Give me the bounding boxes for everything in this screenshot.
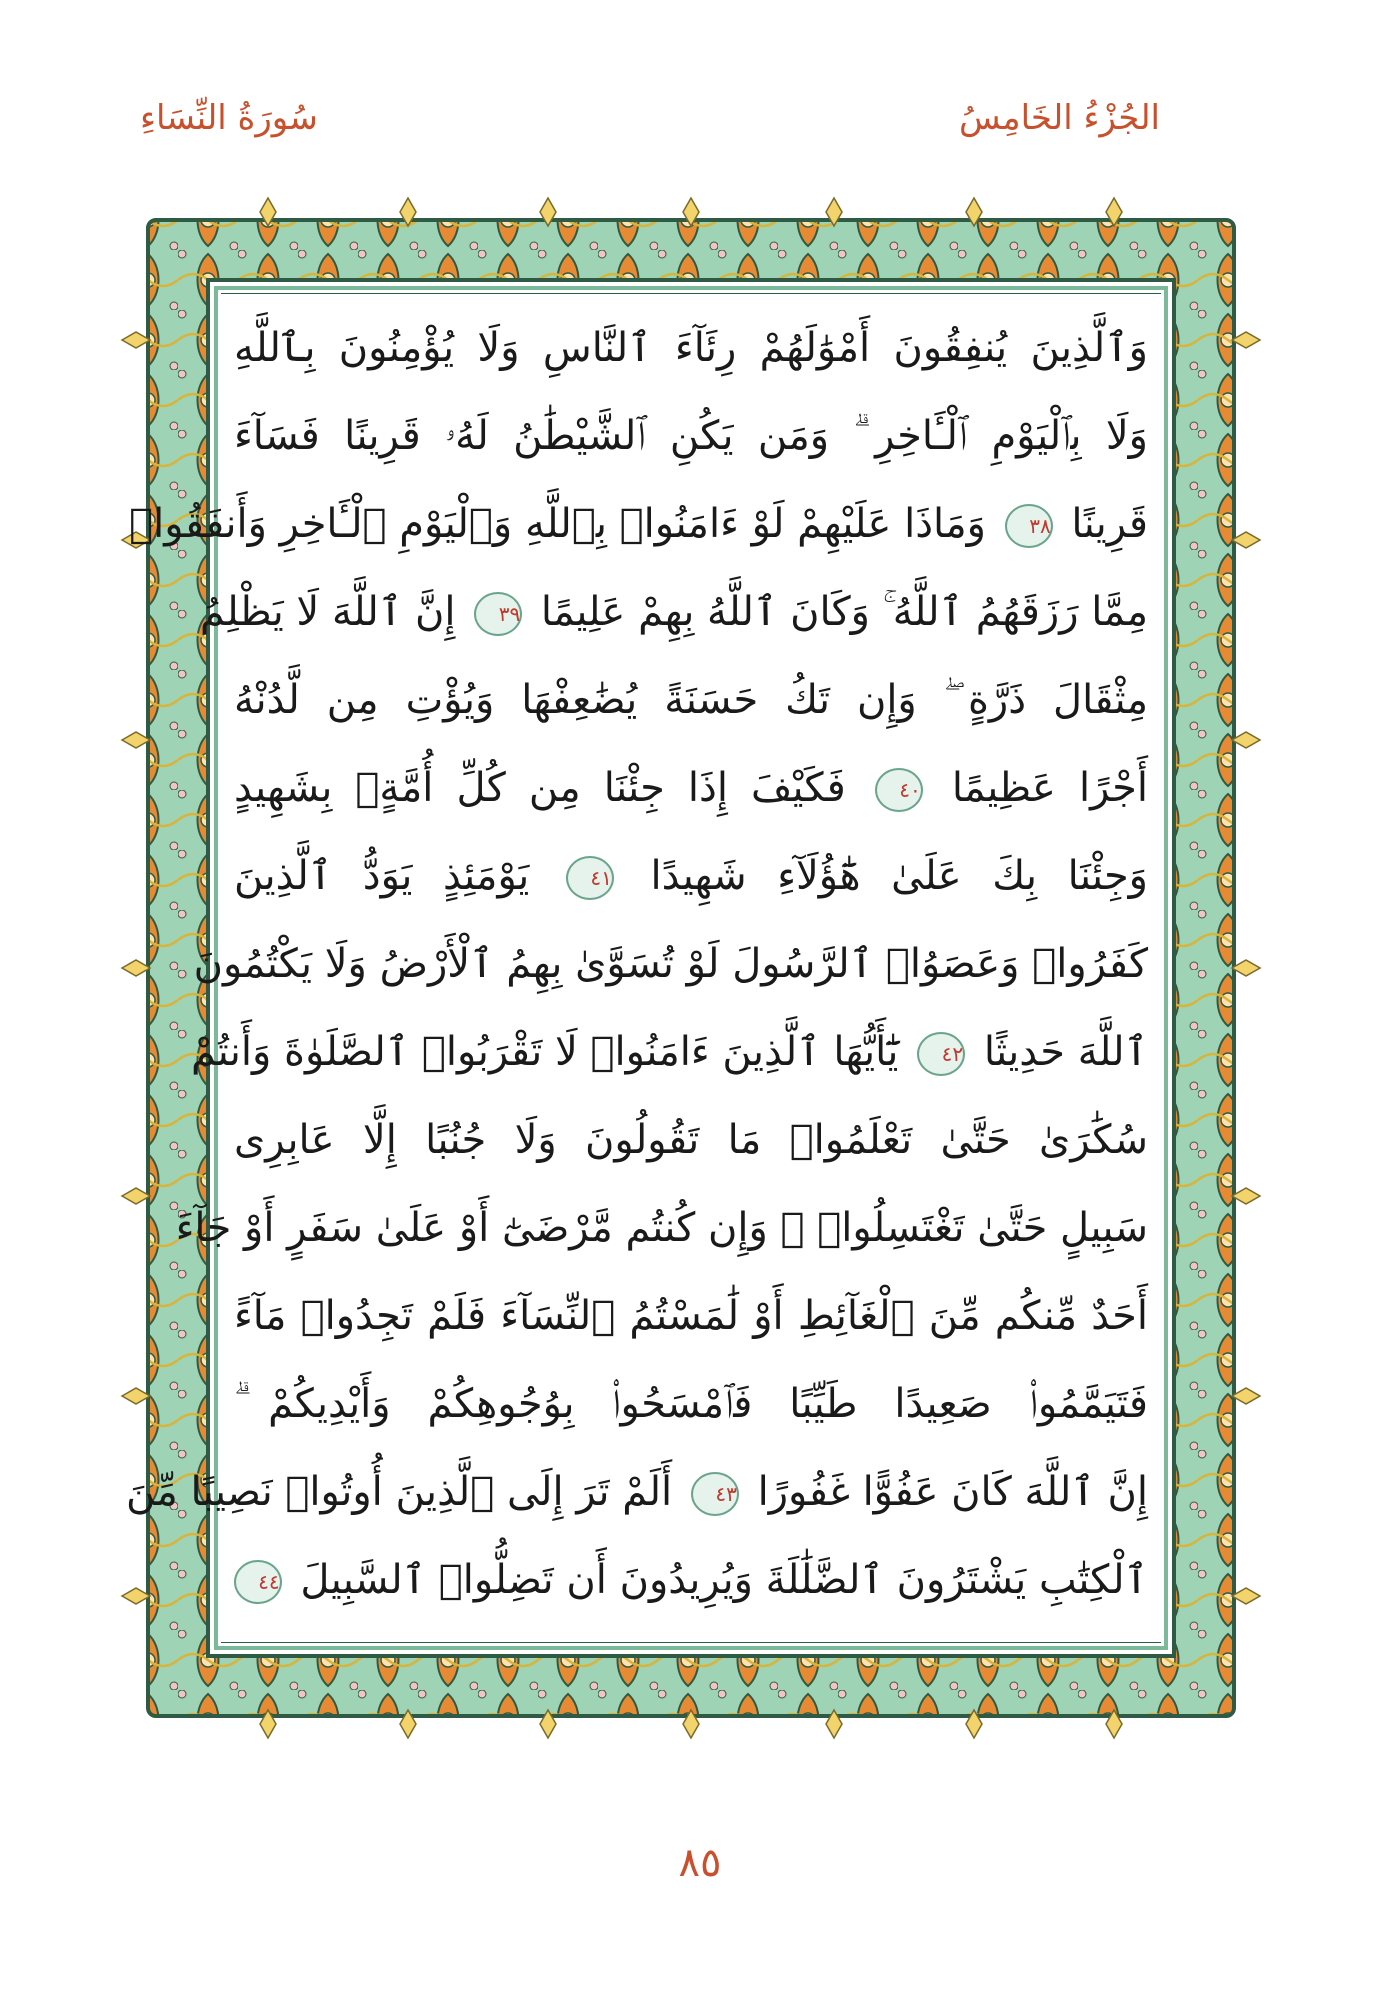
juz-title: الجُزْءُ الخَامِسُ (959, 98, 1160, 138)
verse-line (234, 664, 1148, 736)
verse-text: إِنَّ ٱللَّهَ لَا يَظْلِمُ (199, 589, 456, 635)
surah-title: سُورَةُ النِّسَاءِ (140, 98, 318, 138)
verse-line (234, 1544, 1148, 1616)
verse-text: قَرِينًا (1071, 501, 1148, 547)
verse-text: يَوْمَئِذٍ يَوَدُّ ٱلَّذِينَ (234, 853, 530, 899)
verse-text: سُكَٰرَىٰ حَتَّىٰ تَعْلَمُوا۟ مَا تَقُولُونَ وَلَا جُنُبًا إِلَّا عَابِرِى (234, 1117, 1148, 1163)
verse-text: إِنَّ ٱللَّهَ كَانَ عَفُوًّا غَفُورًا (757, 1469, 1148, 1515)
verse-text: فَكَيْفَ إِذَا جِئْنَا مِن كُلِّ أُمَّةٍۭ بِشَهِيدٍ (234, 765, 846, 811)
verse-line (125, 1456, 1148, 1528)
verse-text: سَبِيلٍ حَتَّىٰ تَغْتَسِلُوا۟ ۚ وَإِن كُنتُم مَّرْضَىٰٓ أَوْ عَلَىٰ سَفَرٍ أَوْ جَآءَ (175, 1205, 1148, 1251)
verse-line (234, 752, 1148, 824)
page-number: ٨٥ (678, 1840, 722, 1886)
ayah-number-marker: ٤١ (566, 856, 614, 900)
verse-line (199, 576, 1148, 648)
verse-line (234, 400, 1148, 472)
verse-text: ٱلْكِتَٰبِ يَشْتَرُونَ ٱلضَّلَٰلَةَ وَيُرِيدُونَ أَن تَضِلُّوا۟ ٱلسَّبِيلَ (300, 1557, 1148, 1603)
ayah-number-marker: ٤٤ (234, 1560, 282, 1604)
verse-line (234, 312, 1148, 384)
verse-text: وَلَا بِٱلْيَوْمِ ٱلْـَٔاخِرِ ۗ وَمَن يَكُنِ ٱلشَّيْطَٰنُ لَهُۥ قَرِينًا فَسَآءَ (234, 413, 1148, 459)
verse-line (234, 1368, 1148, 1440)
ayah-number-marker: ٤٢ (917, 1032, 965, 1076)
verse-line (191, 1016, 1148, 1088)
verse-text: أَلَمْ تَرَ إِلَى ٱلَّذِينَ أُوتُوا۟ نَصِيبًا مِّنَ (125, 1469, 673, 1515)
verse-text: وَجِئْنَا بِكَ عَلَىٰ هَٰٓؤُلَآءِ شَهِيدًا (650, 853, 1148, 899)
verse-text: يَٰٓأَيُّهَا ٱلَّذِينَ ءَامَنُوا۟ لَا تَقْرَبُوا۟ ٱلصَّلَوٰةَ وَأَنتُمْ (191, 1029, 899, 1075)
verse-text: مِمَّا رَزَقَهُمُ ٱللَّهُ ۚ وَكَانَ ٱللَّهُ بِهِمْ عَلِيمًا (540, 589, 1148, 635)
verse-text: كَفَرُوا۟ وَعَصَوُا۟ ٱلرَّسُولَ لَوْ تُسَوَّىٰ بِهِمُ ٱلْأَرْضُ وَلَا يَكْتُمُونَ (193, 941, 1148, 987)
verse-text: أَجْرًا عَظِيمًا (951, 765, 1149, 811)
verse-text: وَٱلَّذِينَ يُنفِقُونَ أَمْوَٰلَهُمْ رِئَآءَ ٱلنَّاسِ وَلَا يُؤْمِنُونَ بِٱللَّهِ (234, 325, 1148, 371)
verse-line (175, 1192, 1148, 1264)
verse-text-panel (125, 294, 1162, 1642)
verse-line (234, 1104, 1148, 1176)
ayah-number-marker: ٤٠ (875, 768, 923, 812)
verse-line (193, 928, 1148, 1000)
verse-text: مِثْقَالَ ذَرَّةٍ ۖ وَإِن تَكُ حَسَنَةً يُضَٰعِفْهَا وَيُؤْتِ مِن لَّدُنْهُ (234, 677, 1148, 723)
verse-line (234, 840, 1148, 912)
verse-line (129, 488, 1148, 560)
ayah-number-marker: ٤٣ (691, 1472, 739, 1516)
verse-text: ٱللَّهَ حَدِيثًا (983, 1029, 1148, 1075)
verse-text: أَحَدٌ مِّنكُم مِّنَ ٱلْغَآئِطِ أَوْ لَٰمَسْتُمُ ٱلنِّسَآءَ فَلَمْ تَجِدُوا۟ مَآءً (234, 1293, 1148, 1339)
verse-text: فَتَيَمَّمُوا۟ صَعِيدًا طَيِّبًا فَٱمْسَحُوا۟ بِوُجُوهِكُمْ وَأَيْدِيكُمْ ۗ (234, 1381, 1148, 1427)
ayah-number-marker: ٣٨ (1005, 504, 1053, 548)
verse-text: وَمَاذَا عَلَيْهِمْ لَوْ ءَامَنُوا۟ بِٱللَّهِ وَٱلْيَوْمِ ٱلْـَٔاخِرِ وَأَنفَقُوا۟ (129, 501, 986, 547)
verse-line (234, 1280, 1148, 1352)
ayah-number-marker: ٣٩ (474, 592, 522, 636)
